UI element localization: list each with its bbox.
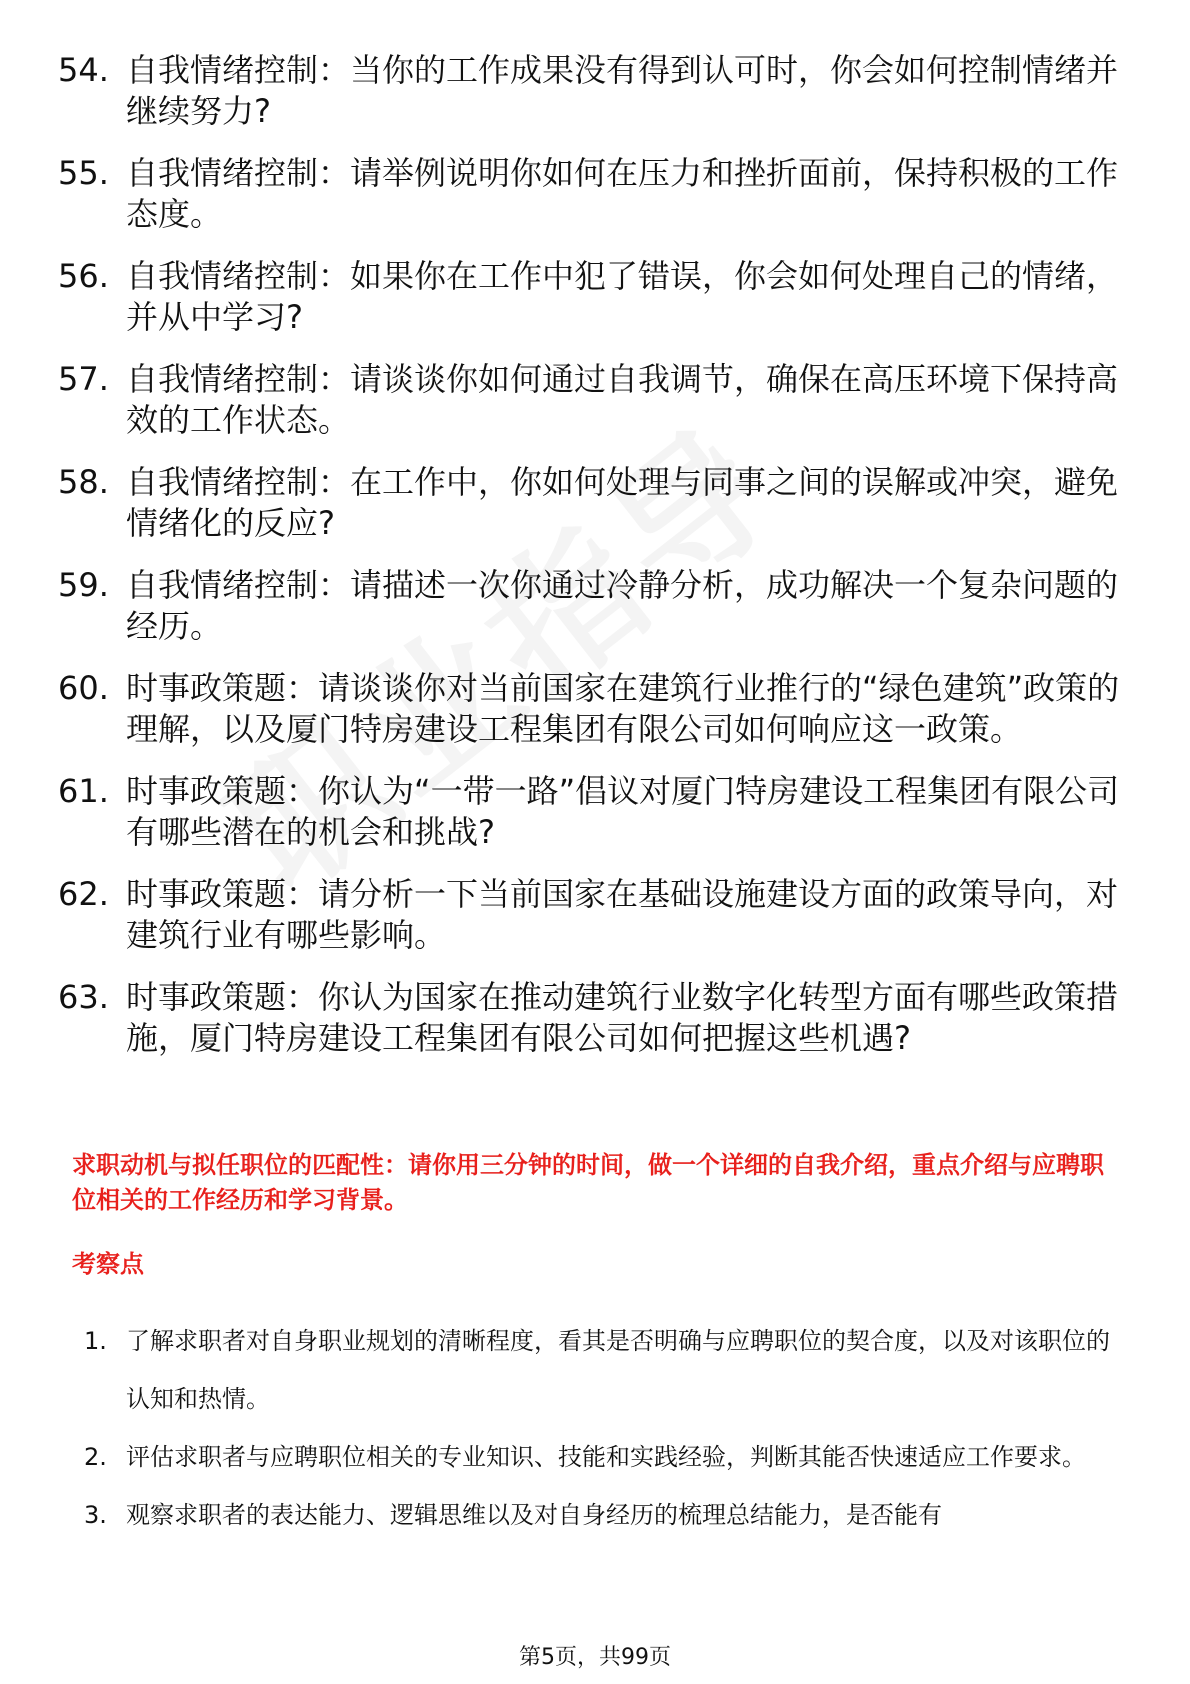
list-item (84, 1486, 1124, 1544)
item-text: 观察求职者的表达能力、逻辑思维以及对自身经历的梳理总结能力，是否能有 (126, 1501, 942, 1529)
item-number: 59. (58, 566, 109, 604)
list-item (58, 153, 1138, 235)
item-text: 时事政策题：请谈谈你对当前国家在建筑行业推行的“绿色建筑”政策的理解，以及厦门特房建设工程集团有限公司如何响应这一政策。 (126, 669, 1120, 748)
item-text: 自我情绪控制：在工作中，你如何处理与同事之间的误解或冲突，避免情绪化的反应? (126, 463, 1119, 542)
item-text: 自我情绪控制：请描述一次你通过冷静分析，成功解决一个复杂问题的经历。 (126, 566, 1119, 645)
item-number: 58. (58, 463, 109, 501)
list-item (84, 1428, 1124, 1486)
item-number: 2. (84, 1443, 107, 1471)
item-text: 了解求职者对自身职业规划的清晰程度，看其是否明确与应聘职位的契合度，以及对该职位的认知和热情。 (126, 1327, 1110, 1413)
item-number: 62. (58, 875, 109, 913)
item-number: 60. (58, 669, 109, 707)
item-text: 自我情绪控制：当你的工作成果没有得到认可时，你会如何控制情绪并继续努力? (126, 51, 1119, 130)
item-number: 57. (58, 360, 109, 398)
item-number: 55. (58, 154, 109, 192)
list-item (58, 462, 1138, 544)
page-number: 第5页，共99页 (519, 1645, 671, 1670)
item-number: 3. (84, 1501, 107, 1529)
item-text: 时事政策题：你认为国家在推动建筑行业数字化转型方面有哪些政策措施，厦门特房建设工程集团有限公司如何把握这些机遇? (126, 978, 1119, 1057)
item-number: 63. (58, 978, 109, 1016)
list-item (58, 977, 1138, 1059)
list-item (58, 771, 1138, 853)
item-number: 56. (58, 257, 109, 295)
question-list (58, 50, 1138, 1080)
item-text: 自我情绪控制：如果你在工作中犯了错误，你会如何处理自己的情绪，并从中学习? (126, 257, 1119, 336)
item-number: 54. (58, 51, 109, 89)
list-item (58, 874, 1138, 956)
item-text: 自我情绪控制：请谈谈你如何通过自我调节，确保在高压环境下保持高效的工作状态。 (126, 360, 1119, 439)
item-text: 评估求职者与应聘职位相关的专业知识、技能和实践经验，判断其能否快速适应工作要求。 (126, 1443, 1086, 1471)
item-number: 61. (58, 772, 109, 810)
section-title: 考察点 (72, 1250, 144, 1278)
assessment-points-list (84, 1312, 1124, 1544)
list-item (84, 1312, 1124, 1428)
highlighted-question: 求职动机与拟任职位的匹配性：请你用三分钟的时间，做一个详细的自我介绍，重点介绍与应聘职位相关的工作经历和学习背景。 (72, 1151, 1104, 1214)
item-text: 自我情绪控制：请举例说明你如何在压力和挫折面前，保持积极的工作态度。 (126, 154, 1119, 233)
list-item (58, 50, 1138, 132)
item-text: 时事政策题：请分析一下当前国家在基础设施建设方面的政策导向，对建筑行业有哪些影响。 (126, 875, 1119, 954)
list-item (58, 359, 1138, 441)
item-number: 1. (84, 1327, 107, 1355)
list-item (58, 565, 1138, 647)
list-item (58, 668, 1138, 750)
item-text: 时事政策题：你认为“一带一路”倡议对厦门特房建设工程集团有限公司有哪些潜在的机会和挑战? (126, 772, 1120, 851)
list-item (58, 256, 1138, 338)
